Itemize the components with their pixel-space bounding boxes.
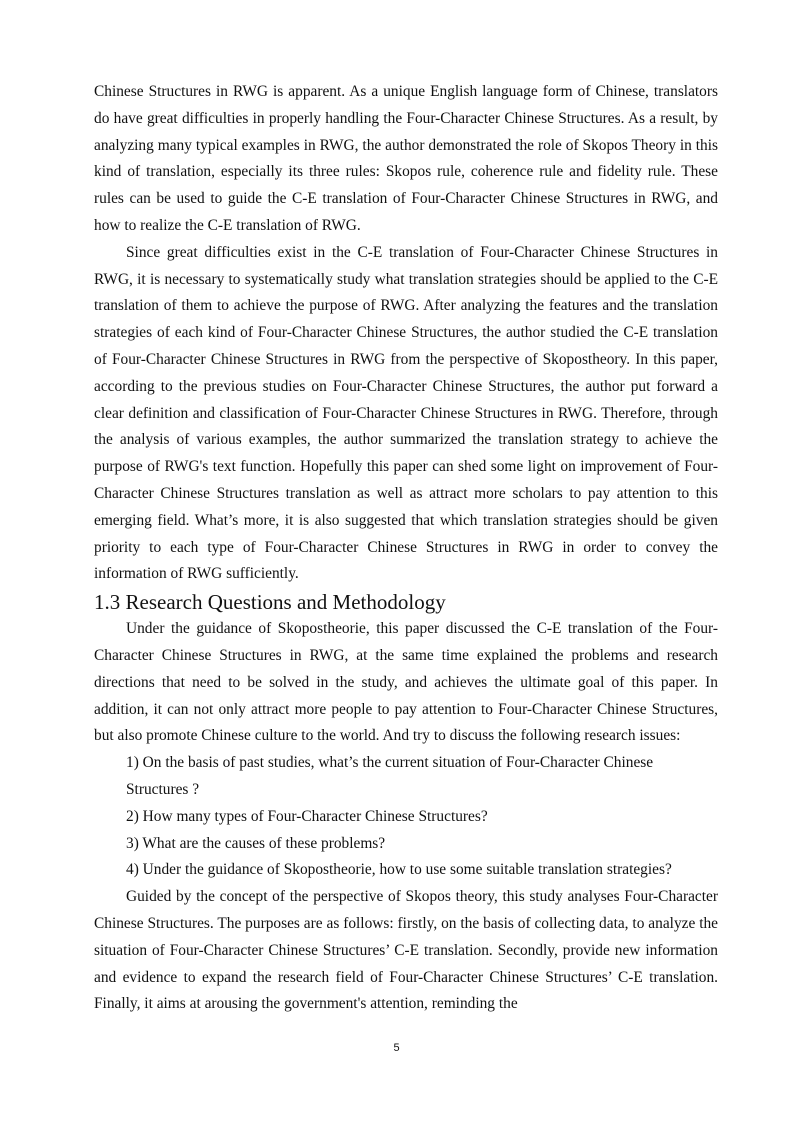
body-text bbox=[94, 79, 718, 1018]
page-number: 5 bbox=[393, 1042, 400, 1054]
research-question-2: 2) How many types of Four-Character Chinese Structures? bbox=[126, 807, 488, 825]
paragraph-continuation: Chinese Structures in RWG is apparent. As a unique English language form of Chinese, translators do have great difficulties in properly handling the Four-Character Chinese Structures. As a result, by analyzing many typical examples in RWG, the author demonstrated the role of Skopos Theory in this kind of translation, especially its three rules: Skopos rule, coherence rule and fidelity rule. These rules can be used to guide the C-E translation of Four-Character Chinese Structures in RWG, and how to realize the C-E translation of RWG. bbox=[94, 83, 718, 234]
section-heading: 1.3 Research Questions and Methodology bbox=[94, 590, 446, 615]
paragraph-purposes: Guided by the concept of the perspective of Skopos theory, this study analyses Four-Character Chinese Structures. The purposes are as follows: firstly, on the basis of collecting data, to analyze the situation of Four-Character Chinese Structures’ C-E translation. Secondly, provide new information and evidence to expand the research field of Four-Character Chinese Structures’ C-E translation. Finally, it aims at arousing the government's attention, reminding the bbox=[94, 888, 718, 1013]
research-question-4: 4) Under the guidance of Skopostheorie, how to use some suitable translation strategies? bbox=[126, 861, 672, 879]
research-question-1: 1) On the basis of past studies, what’s the current situation of Four-Character Chinese Structures ? bbox=[126, 754, 654, 798]
research-question-3: 3) What are the causes of these problems? bbox=[126, 834, 386, 852]
paragraph-research-intro: Under the guidance of Skopostheorie, this paper discussed the C-E translation of the Four-Character Chinese Structures in RWG, at the same time explained the problems and research directions that need to be solved in the study, and achieves the ultimate goal of this paper. In addition, it can not only attract more people to pay attention to Four-Character Chinese Structures, but also promote Chinese culture to the world. And try to discuss the following research issues: bbox=[94, 620, 718, 745]
paragraph-research-significance: Since great difficulties exist in the C-E translation of Four-Character Chinese Structures in RWG, it is necessary to systematically study what translation strategies should be applied to the C-E translation of them to achieve the purpose of RWG. After analyzing the features and the translation strategies of each kind of Four-Character Chinese Structures, the author studied the C-E translation of Four-Character Chinese Structures in RWG from the perspective of Skopostheory. In this paper, according to the previous studies on Four-Character Chinese Structures, the author put forward a clear definition and classification of Four-Character Chinese Structures in RWG. Therefore, through the analysis of various examples, the author summarized the translation strategy to achieve the purpose of RWG's text function. Hopefully this paper can shed some light on improvement of Four-Character Chinese Structures translation as well as attract more scholars to pay attention to this emerging field. What’s more, it is also suggested that which translation strategies should be given priority to each type of Four-Character Chinese Structures in RWG in order to convey the information of RWG sufficiently. bbox=[94, 243, 718, 583]
